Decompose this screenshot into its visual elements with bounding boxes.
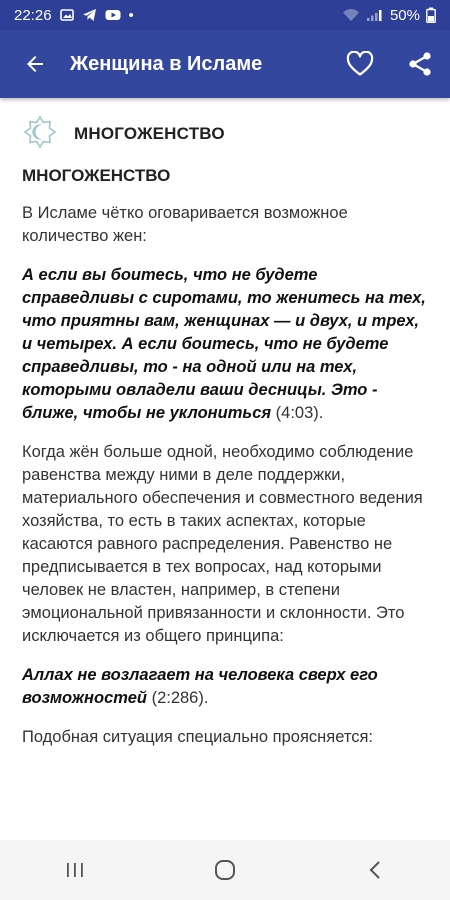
gallery-icon [60, 8, 74, 22]
quote-text: Аллах не возлагает на человека сверх его возможностей [22, 666, 378, 707]
telegram-icon [82, 8, 97, 22]
share-icon [407, 51, 433, 77]
crescent-emblem-icon [22, 114, 58, 155]
paragraph-intro: В Исламе чётко оговаривается возможное количество жен: [22, 204, 348, 245]
back-button[interactable] [0, 30, 70, 98]
status-bar [0, 0, 450, 30]
quote-text: А если вы боитесь, что не будете справедливы с сиротами, то женитесь на тех, что приятны вам, женщинах — и двух, и трех, и четырех. А если боитесь, что не будете справедливы, то - на одной или на тех, которыми овладели ваши десницы. Это - ближе, чтобы не уклониться [22, 266, 426, 422]
notification-dot: • [128, 6, 134, 24]
back-nav-button[interactable] [330, 840, 420, 900]
section-header [22, 98, 430, 170]
quote-reference: (2:286). [146, 689, 209, 707]
status-time: 22:26 [14, 6, 52, 24]
recent-apps-icon [64, 861, 86, 879]
share-button[interactable] [390, 30, 450, 98]
quote-paragraph-4-03 [22, 264, 430, 425]
page-title: Женщина в Исламе [70, 52, 263, 75]
wifi-icon [342, 8, 360, 22]
paragraph-clarification: Подобная ситуация специально проясняется: [22, 728, 373, 746]
chevron-left-icon [367, 859, 383, 881]
battery-percent: 50% [389, 6, 420, 24]
quote-paragraph-2-286 [22, 664, 430, 710]
youtube-icon [105, 9, 121, 21]
article-content[interactable] [0, 98, 450, 840]
system-nav-bar [0, 840, 450, 900]
heart-outline-icon [346, 51, 374, 77]
home-icon [213, 858, 237, 882]
signal-icon [366, 8, 384, 22]
arrow-back-icon [23, 52, 47, 76]
section-label: МНОГОЖЕНСТВО [74, 124, 225, 143]
article-heading: МНОГОЖЕНСТВО [22, 166, 171, 185]
app-bar [0, 30, 450, 98]
battery-icon [426, 7, 436, 23]
paragraph-equality: Когда жён больше одной, необходимо соблюдение равенства между ними в деле поддержки, материального обеспечения и совместного ведения хозяйства, то есть в таких аспектах, которые касаются равного распределения. Равенство не предписывается в тех вопросах, над которыми человек не властен, например, в степени эмоциональной привязанности и склонности. Это исключается из общего принципа: [22, 443, 423, 645]
home-button[interactable] [180, 840, 270, 900]
favorite-button[interactable] [330, 30, 390, 98]
quote-reference: (4:03). [271, 404, 324, 422]
recent-apps-button[interactable] [30, 840, 120, 900]
